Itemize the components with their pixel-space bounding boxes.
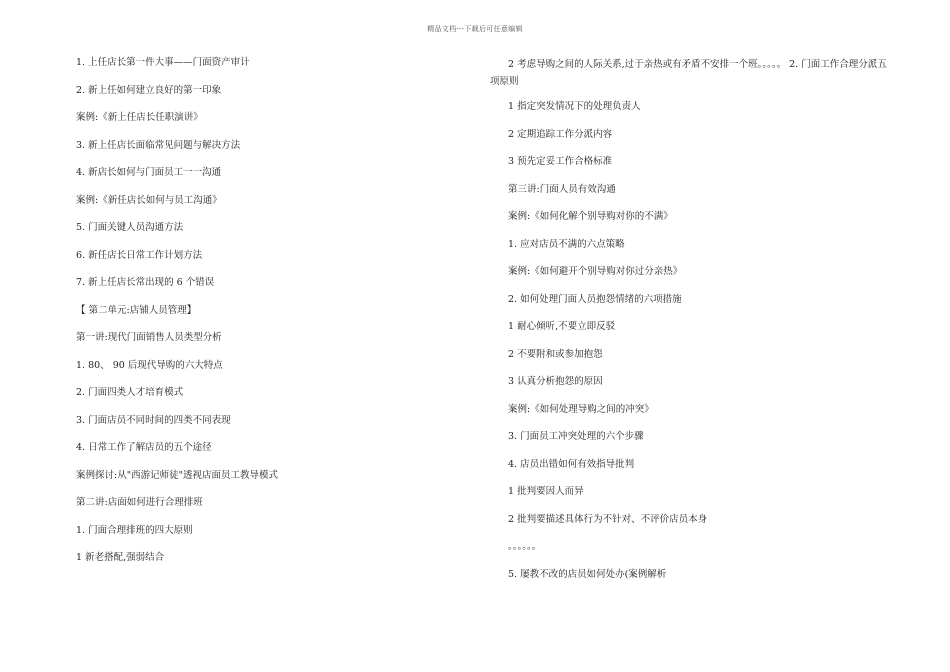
left-line: 1 新老搭配,强弱结合 xyxy=(76,552,165,563)
left-line: 1. 上任店长第一件大事——门面资产审计 xyxy=(76,57,250,68)
right-line: 1 批判要因人而异 xyxy=(508,486,584,497)
left-line: 4. 日常工作了解店员的五个途径 xyxy=(76,442,212,453)
right-line: 3 认真分析抱怨的原因 xyxy=(508,376,603,387)
left-line: 2. 门面四类人才培育模式 xyxy=(76,387,184,398)
left-line: 1. 80、 90 后现代导购的六大特点 xyxy=(76,359,223,371)
right-line: 2 定期追踪工作分派内容 xyxy=(508,128,613,140)
right-line: 2 不要附和或参加抱怨 xyxy=(508,348,603,360)
right-line: 5. 屡教不改的店员如何处办(案例解析 xyxy=(508,568,667,580)
right-line: 1 指定突发情况下的处理负责人 xyxy=(508,101,641,112)
left-line: 案例探讨:从"西游记师徒"透视店面员工教导模式 xyxy=(76,469,278,481)
right-line: 案例:《如何避开个别导购对你过分亲热》 xyxy=(508,266,683,277)
left-line: 6. 新任店长日常工作计划方法 xyxy=(76,249,203,261)
left-line: 1. 门面合理排班的四大原则 xyxy=(76,524,193,536)
right-line: 2. 如何处理门面人员抱怨情绪的六项措施 xyxy=(508,293,682,305)
page-header: 精品文档---下载后可任意编辑 xyxy=(427,25,523,33)
right-line: 4. 店员出错如何有效指导批判 xyxy=(508,458,635,470)
left-column xyxy=(76,56,416,579)
right-line: 1. 应对店员不满的六点策略 xyxy=(508,238,625,250)
right-line: 2 批判要描述具体行为不针对、不评价店员本身 xyxy=(508,513,708,525)
left-line: 4. 新店长如何与门面员工一一沟通 xyxy=(76,167,222,178)
right-line-wrapped: 2 考虑导购之间的人际关系,过于亲热或有矛盾不安排一个班。。。。。 2. 门面工作合理分派五项原则 xyxy=(490,59,887,87)
right-line: 3 预先定妥工作合格标准 xyxy=(508,156,613,167)
right-line: 案例:《如何处理导购之间的冲突》 xyxy=(508,403,654,415)
left-line: 2. 新上任如何建立良好的第一印象 xyxy=(76,84,222,96)
left-line: 7. 新上任店长常出现的 6 个错误 xyxy=(76,277,215,288)
left-line: 第二讲:店面如何进行合理排班 xyxy=(76,497,203,508)
ellipsis-line: 。。。。。。 xyxy=(508,541,542,552)
right-line: 第三讲:门面人员有效沟通 xyxy=(508,183,616,195)
left-line: 3. 新上任店长面临常见问题与解决方法 xyxy=(76,139,241,151)
right-column xyxy=(490,56,890,595)
left-line: 3. 门面店员不同时间的四类不同表现 xyxy=(76,414,231,426)
right-line: 案例:《如何化解个别导购对你的不满》 xyxy=(508,211,673,222)
right-line: 3. 门面员工冲突处理的六个步骤 xyxy=(508,431,644,442)
section-heading: 【 第二单元:店铺人员管理】 xyxy=(76,304,197,316)
left-line: 案例:《新任店长如何与员工沟通》 xyxy=(76,194,222,206)
left-line: 5. 门面关键人员沟通方法 xyxy=(76,222,184,233)
left-line: 第一讲:现代门面销售人员类型分析 xyxy=(76,332,222,343)
right-line: 1 耐心倾听,不要立即反驳 xyxy=(508,321,616,332)
left-line: 案例:《新上任店长任职演讲》 xyxy=(76,112,203,123)
